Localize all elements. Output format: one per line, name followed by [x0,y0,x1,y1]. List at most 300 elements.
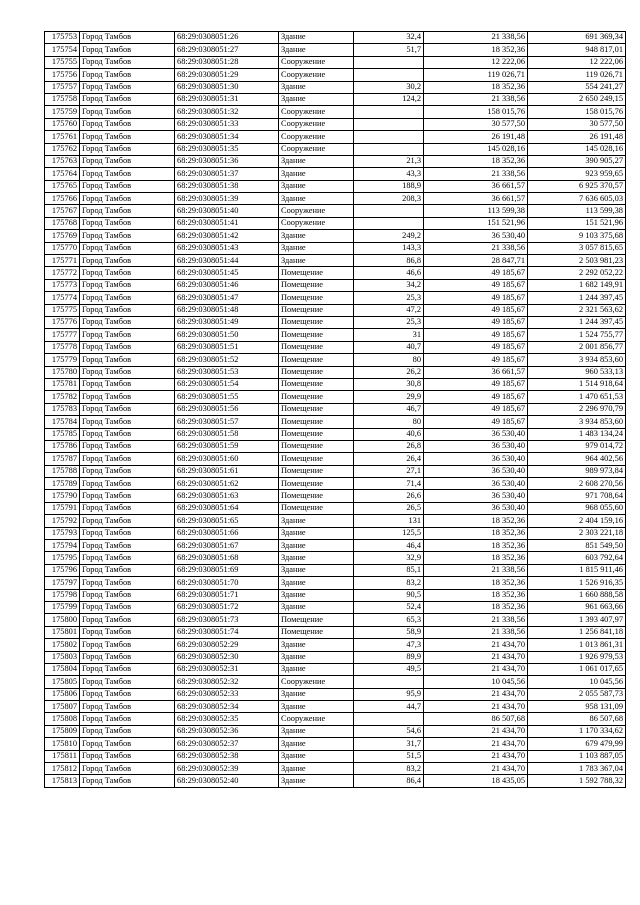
table-row [45,676,626,688]
table-row [45,515,626,527]
district-cell: Город Тамбов [80,255,175,267]
object-type-cell: Сооружение [279,205,354,217]
district-cell: Город Тамбов [80,688,175,700]
row-number-cell: 175799 [45,601,80,613]
cadastral-value-cell: 554 241,27 [528,81,626,93]
row-number-cell: 175797 [45,577,80,589]
row-number-cell: 175763 [45,155,80,167]
unit-value-cell: 21 434,70 [424,725,528,737]
cadastral-number-cell: 68:29:0308051:71 [175,589,279,601]
area-cell: 26,5 [354,502,424,514]
district-cell: Город Тамбов [80,292,175,304]
area-cell: 21,3 [354,155,424,167]
row-number-cell: 175773 [45,279,80,291]
row-number-cell: 175779 [45,354,80,366]
object-type-cell: Здание [279,32,354,44]
district-cell: Город Тамбов [80,428,175,440]
object-type-cell: Сооружение [279,56,354,68]
district-cell: Город Тамбов [80,143,175,155]
cadastral-number-cell: 68:29:0308051:61 [175,465,279,477]
area-cell: 208,3 [354,193,424,205]
table-row [45,738,626,750]
cadastral-value-cell: 1 393 407,97 [528,614,626,626]
area-cell: 32,4 [354,32,424,44]
district-cell: Город Тамбов [80,775,175,787]
row-number-cell: 175796 [45,564,80,576]
table-row [45,255,626,267]
object-type-cell: Здание [279,663,354,675]
table-row [45,775,626,787]
object-type-cell: Сооружение [279,143,354,155]
unit-value-cell: 18 435,05 [424,775,528,787]
unit-value-cell: 36 530,40 [424,230,528,242]
cadastral-number-cell: 68:29:0308051:39 [175,193,279,205]
cadastral-value-cell: 3 934 853,60 [528,354,626,366]
cadastral-value-cell: 2 404 159,16 [528,515,626,527]
object-type-cell: Помещение [279,292,354,304]
table-row [45,56,626,68]
cadastral-value-cell: 3 057 815,65 [528,242,626,254]
cadastral-number-cell: 68:29:0308051:31 [175,93,279,105]
area-cell [354,131,424,143]
unit-value-cell: 18 352,36 [424,601,528,613]
district-cell: Город Тамбов [80,725,175,737]
table-row [45,81,626,93]
area-cell: 124,2 [354,93,424,105]
object-type-cell: Помещение [279,403,354,415]
object-type-cell: Помещение [279,279,354,291]
table-row [45,131,626,143]
table-row [45,688,626,700]
cadastral-value-cell: 1 013 861,31 [528,639,626,651]
unit-value-cell: 145 028,16 [424,143,528,155]
table-row [45,614,626,626]
district-cell: Город Тамбов [80,378,175,390]
area-cell: 30,8 [354,378,424,390]
cadastral-number-cell: 68:29:0308052:33 [175,688,279,700]
cadastral-number-cell: 68:29:0308051:29 [175,69,279,81]
table-row [45,750,626,762]
object-type-cell: Сооружение [279,118,354,130]
area-cell: 80 [354,416,424,428]
row-number-cell: 175801 [45,626,80,638]
area-cell: 25,3 [354,292,424,304]
unit-value-cell: 18 352,36 [424,81,528,93]
area-cell: 86,8 [354,255,424,267]
object-type-cell: Помещение [279,626,354,638]
area-cell: 26,6 [354,490,424,502]
district-cell: Город Тамбов [80,366,175,378]
unit-value-cell: 36 530,40 [424,478,528,490]
table-row [45,168,626,180]
cadastral-value-cell: 979 014,72 [528,440,626,452]
object-type-cell: Помещение [279,329,354,341]
area-cell: 31,7 [354,738,424,750]
row-number-cell: 175791 [45,502,80,514]
district-cell: Город Тамбов [80,701,175,713]
cadastral-value-cell: 923 959,65 [528,168,626,180]
row-number-cell: 175769 [45,230,80,242]
unit-value-cell: 49 185,67 [424,316,528,328]
object-type-cell: Помещение [279,440,354,452]
area-cell: 51,5 [354,750,424,762]
area-cell: 86,4 [354,775,424,787]
cadastral-number-cell: 68:29:0308051:63 [175,490,279,502]
table-row [45,416,626,428]
cadastral-value-table [44,31,626,788]
table-row [45,242,626,254]
unit-value-cell: 36 530,40 [424,453,528,465]
area-cell [354,217,424,229]
object-type-cell: Здание [279,725,354,737]
unit-value-cell: 113 599,38 [424,205,528,217]
row-number-cell: 175768 [45,217,80,229]
cadastral-number-cell: 68:29:0308051:60 [175,453,279,465]
cadastral-number-cell: 68:29:0308052:31 [175,663,279,675]
row-number-cell: 175795 [45,552,80,564]
object-type-cell: Помещение [279,428,354,440]
area-cell: 125,5 [354,527,424,539]
table-row [45,354,626,366]
cadastral-number-cell: 68:29:0308052:38 [175,750,279,762]
cadastral-number-cell: 68:29:0308051:38 [175,180,279,192]
row-number-cell: 175793 [45,527,80,539]
object-type-cell: Сооружение [279,106,354,118]
row-number-cell: 175775 [45,304,80,316]
area-cell: 26,4 [354,453,424,465]
district-cell: Город Тамбов [80,614,175,626]
row-number-cell: 175812 [45,763,80,775]
cadastral-value-cell: 390 905,27 [528,155,626,167]
unit-value-cell: 21 338,56 [424,32,528,44]
cadastral-value-cell: 2 650 249,15 [528,93,626,105]
cadastral-number-cell: 68:29:0308051:55 [175,391,279,403]
table-row [45,292,626,304]
district-cell: Город Тамбов [80,69,175,81]
table-row [45,478,626,490]
row-number-cell: 175757 [45,81,80,93]
object-type-cell: Сооружение [279,217,354,229]
cadastral-value-cell: 964 402,56 [528,453,626,465]
row-number-cell: 175772 [45,267,80,279]
area-cell: 47,3 [354,639,424,651]
object-type-cell: Помещение [279,478,354,490]
object-type-cell: Сооружение [279,713,354,725]
table-row [45,601,626,613]
cadastral-number-cell: 68:29:0308051:28 [175,56,279,68]
district-cell: Город Тамбов [80,205,175,217]
cadastral-value-cell: 679 479,99 [528,738,626,750]
object-type-cell: Помещение [279,341,354,353]
district-cell: Город Тамбов [80,118,175,130]
object-type-cell: Здание [279,515,354,527]
row-number-cell: 175790 [45,490,80,502]
object-type-cell: Помещение [279,416,354,428]
row-number-cell: 175755 [45,56,80,68]
unit-value-cell: 36 661,57 [424,193,528,205]
unit-value-cell: 21 338,56 [424,626,528,638]
cadastral-value-cell: 1 660 888,58 [528,589,626,601]
district-cell: Город Тамбов [80,564,175,576]
cadastral-value-cell: 12 222,06 [528,56,626,68]
table-row [45,663,626,675]
object-type-cell: Здание [279,242,354,254]
table-row [45,639,626,651]
row-number-cell: 175753 [45,32,80,44]
row-number-cell: 175785 [45,428,80,440]
cadastral-number-cell: 68:29:0308051:72 [175,601,279,613]
row-number-cell: 175789 [45,478,80,490]
row-number-cell: 175786 [45,440,80,452]
unit-value-cell: 21 434,70 [424,763,528,775]
district-cell: Город Тамбов [80,490,175,502]
row-number-cell: 175807 [45,701,80,713]
cadastral-value-cell: 6 925 370,57 [528,180,626,192]
object-type-cell: Здание [279,155,354,167]
area-cell [354,56,424,68]
district-cell: Город Тамбов [80,217,175,229]
table-row [45,378,626,390]
cadastral-number-cell: 68:29:0308052:37 [175,738,279,750]
area-cell: 27,1 [354,465,424,477]
area-cell [354,676,424,688]
cadastral-number-cell: 68:29:0308051:47 [175,292,279,304]
unit-value-cell: 21 434,70 [424,738,528,750]
cadastral-number-cell: 68:29:0308051:48 [175,304,279,316]
table-row [45,763,626,775]
area-cell: 249,2 [354,230,424,242]
object-type-cell: Здание [279,577,354,589]
cadastral-value-cell: 119 026,71 [528,69,626,81]
district-cell: Город Тамбов [80,502,175,514]
cadastral-value-cell: 1 682 149,91 [528,279,626,291]
row-number-cell: 175780 [45,366,80,378]
unit-value-cell: 21 338,56 [424,564,528,576]
cadastral-value-cell: 1 244 397,45 [528,292,626,304]
unit-value-cell: 28 847,71 [424,255,528,267]
cadastral-value-cell: 2 503 981,23 [528,255,626,267]
object-type-cell: Здание [279,552,354,564]
table-row [45,217,626,229]
district-cell: Город Тамбов [80,316,175,328]
cadastral-number-cell: 68:29:0308052:39 [175,763,279,775]
cadastral-number-cell: 68:29:0308051:68 [175,552,279,564]
area-cell: 83,2 [354,577,424,589]
cadastral-number-cell: 68:29:0308052:36 [175,725,279,737]
district-cell: Город Тамбов [80,478,175,490]
cadastral-number-cell: 68:29:0308051:53 [175,366,279,378]
cadastral-number-cell: 68:29:0308051:70 [175,577,279,589]
area-cell: 143,3 [354,242,424,254]
district-cell: Город Тамбов [80,663,175,675]
row-number-cell: 175754 [45,44,80,56]
cadastral-value-cell: 2 303 221,18 [528,527,626,539]
cadastral-value-cell: 1 470 651,53 [528,391,626,403]
unit-value-cell: 36 530,40 [424,465,528,477]
district-cell: Город Тамбов [80,131,175,143]
row-number-cell: 175759 [45,106,80,118]
district-cell: Город Тамбов [80,242,175,254]
table-row [45,44,626,56]
object-type-cell: Помещение [279,316,354,328]
cadastral-value-cell: 971 708,64 [528,490,626,502]
cadastral-value-cell: 2 292 052,22 [528,267,626,279]
cadastral-number-cell: 68:29:0308052:30 [175,651,279,663]
unit-value-cell: 21 338,56 [424,242,528,254]
cadastral-value-cell: 1 815 911,46 [528,564,626,576]
row-number-cell: 175798 [45,589,80,601]
object-type-cell: Помещение [279,304,354,316]
area-cell [354,106,424,118]
table-row [45,205,626,217]
district-cell: Город Тамбов [80,738,175,750]
object-type-cell: Здание [279,564,354,576]
cadastral-value-cell: 1 061 017,65 [528,663,626,675]
table-row [45,155,626,167]
district-cell: Город Тамбов [80,589,175,601]
area-cell: 52,4 [354,601,424,613]
cadastral-value-cell: 10 045,56 [528,676,626,688]
object-type-cell: Здание [279,44,354,56]
area-cell: 90,5 [354,589,424,601]
row-number-cell: 175766 [45,193,80,205]
area-cell: 49,5 [354,663,424,675]
table-row [45,391,626,403]
area-cell: 188,9 [354,180,424,192]
cadastral-number-cell: 68:29:0308051:45 [175,267,279,279]
row-number-cell: 175783 [45,403,80,415]
row-number-cell: 175794 [45,540,80,552]
cadastral-value-cell: 2 001 856,77 [528,341,626,353]
object-type-cell: Сооружение [279,131,354,143]
cadastral-number-cell: 68:29:0308051:42 [175,230,279,242]
table-row [45,32,626,44]
row-number-cell: 175805 [45,676,80,688]
area-cell [354,713,424,725]
cadastral-number-cell: 68:29:0308051:36 [175,155,279,167]
district-cell: Город Тамбов [80,391,175,403]
cadastral-value-cell: 948 817,01 [528,44,626,56]
area-cell: 25,3 [354,316,424,328]
area-cell: 65,3 [354,614,424,626]
area-cell [354,205,424,217]
table-row [45,230,626,242]
area-cell: 58,9 [354,626,424,638]
table-row [45,279,626,291]
cadastral-value-cell: 960 533,13 [528,366,626,378]
row-number-cell: 175760 [45,118,80,130]
cadastral-number-cell: 68:29:0308051:43 [175,242,279,254]
cadastral-value-cell: 989 973,84 [528,465,626,477]
object-type-cell: Здание [279,688,354,700]
area-cell: 83,2 [354,763,424,775]
area-cell: 46,4 [354,540,424,552]
row-number-cell: 175809 [45,725,80,737]
object-type-cell: Помещение [279,366,354,378]
area-cell: 80 [354,354,424,366]
object-type-cell: Помещение [279,267,354,279]
unit-value-cell: 36 530,40 [424,490,528,502]
cadastral-number-cell: 68:29:0308051:26 [175,32,279,44]
row-number-cell: 175767 [45,205,80,217]
table-row [45,701,626,713]
table-row [45,193,626,205]
table-row [45,366,626,378]
cadastral-value-cell: 1 926 979,53 [528,651,626,663]
table-row [45,143,626,155]
object-type-cell: Помещение [279,614,354,626]
row-number-cell: 175802 [45,639,80,651]
row-number-cell: 175788 [45,465,80,477]
area-cell: 46,6 [354,267,424,279]
cadastral-value-cell: 158 015,76 [528,106,626,118]
object-type-cell: Сооружение [279,676,354,688]
cadastral-number-cell: 68:29:0308051:50 [175,329,279,341]
table-row [45,465,626,477]
cadastral-number-cell: 68:29:0308051:33 [175,118,279,130]
district-cell: Город Тамбов [80,577,175,589]
district-cell: Город Тамбов [80,750,175,762]
district-cell: Город Тамбов [80,304,175,316]
table-row [45,527,626,539]
unit-value-cell: 21 434,70 [424,663,528,675]
district-cell: Город Тамбов [80,763,175,775]
unit-value-cell: 21 434,70 [424,750,528,762]
cadastral-number-cell: 68:29:0308051:49 [175,316,279,328]
district-cell: Город Тамбов [80,56,175,68]
row-number-cell: 175756 [45,69,80,81]
cadastral-value-cell: 2 296 970,79 [528,403,626,415]
object-type-cell: Здание [279,193,354,205]
unit-value-cell: 21 338,56 [424,614,528,626]
table-row [45,626,626,638]
row-number-cell: 175792 [45,515,80,527]
unit-value-cell: 36 530,40 [424,428,528,440]
table-row [45,403,626,415]
table-row [45,540,626,552]
cadastral-value-cell: 3 934 853,60 [528,416,626,428]
cadastral-value-cell: 26 191,48 [528,131,626,143]
area-cell: 46,7 [354,403,424,415]
cadastral-number-cell: 68:29:0308052:35 [175,713,279,725]
table-row [45,490,626,502]
area-cell: 29,9 [354,391,424,403]
district-cell: Город Тамбов [80,279,175,291]
row-number-cell: 175782 [45,391,80,403]
district-cell: Город Тамбов [80,329,175,341]
area-cell: 32,9 [354,552,424,564]
object-type-cell: Сооружение [279,69,354,81]
cadastral-value-cell: 2 321 563,62 [528,304,626,316]
table-row [45,577,626,589]
object-type-cell: Здание [279,763,354,775]
table-row [45,341,626,353]
district-cell: Город Тамбов [80,713,175,725]
row-number-cell: 175762 [45,143,80,155]
area-cell: 34,2 [354,279,424,291]
row-number-cell: 175765 [45,180,80,192]
table-row [45,118,626,130]
unit-value-cell: 21 434,70 [424,651,528,663]
table-row [45,651,626,663]
district-cell: Город Тамбов [80,180,175,192]
district-cell: Город Тамбов [80,416,175,428]
district-cell: Город Тамбов [80,601,175,613]
object-type-cell: Здание [279,589,354,601]
table-row [45,713,626,725]
table-row [45,502,626,514]
area-cell: 31 [354,329,424,341]
